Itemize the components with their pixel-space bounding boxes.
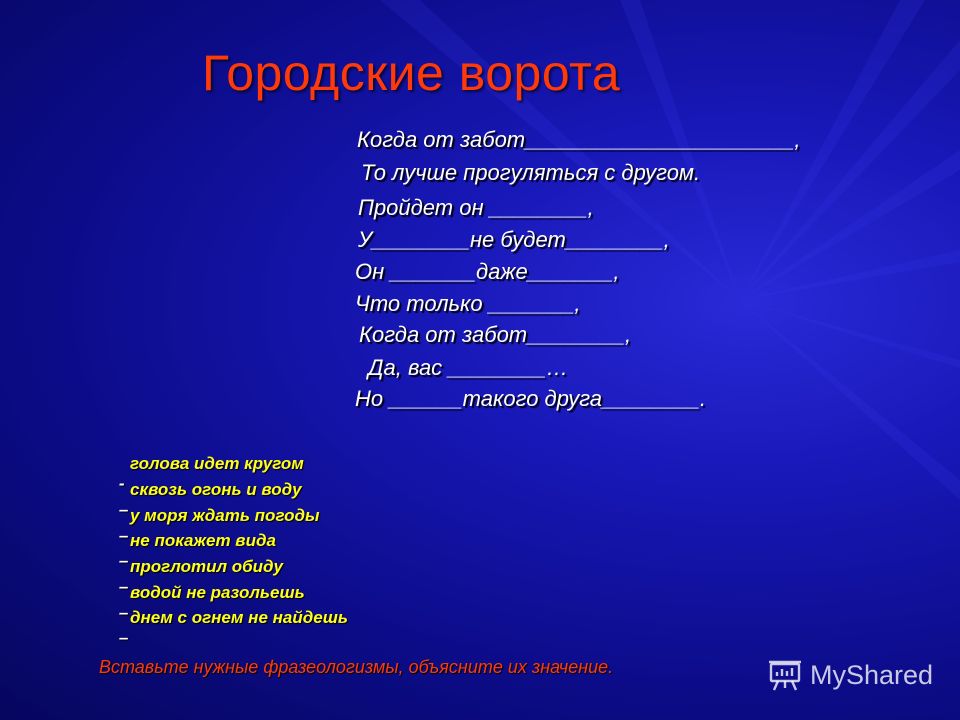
slide-title: Городские ворота [202,45,621,101]
phrase-text: у моря ждать погоды [130,506,320,525]
poem-line: Пройдет он ________, [358,195,594,220]
poem-line: Когда от забот______________________, [357,127,801,152]
presentation-board-icon [768,658,802,692]
phrase-text: голова идет кругом [130,454,304,473]
list-dash: – [118,577,129,596]
list-dash: – [118,551,129,570]
instruction-text: Вставьте нужные фразеологизмы, объясните их значение. [99,657,614,677]
watermark-text: MyShared [810,659,934,690]
poem-line: То лучше прогуляться с другом. [361,160,701,185]
phrase-text: проглотил обиду [130,557,284,576]
phrase-text: не покажет вида [130,531,276,550]
list-dash: - [118,474,125,493]
list-dash: – [118,526,129,545]
watermark [768,655,944,695]
poem-line: Когда от забот________, [359,322,632,347]
list-dash: – [118,603,129,622]
list-dash: – [118,628,129,647]
poem-line: Что только _______, [355,291,581,316]
phrase-text: днем с огнем не найдешь [130,608,348,627]
phrase-text: сквозь огонь и воду [130,480,302,499]
poem-line: Да, вас ________… [368,355,569,380]
list-dash: – [118,500,129,519]
poem-line: У________не будет________, [358,227,670,252]
poem-line: Но ______такого друга________. [355,386,707,411]
phrase-text: водой не разольешь [130,583,305,602]
poem-line: Он _______даже_______, [355,259,620,284]
